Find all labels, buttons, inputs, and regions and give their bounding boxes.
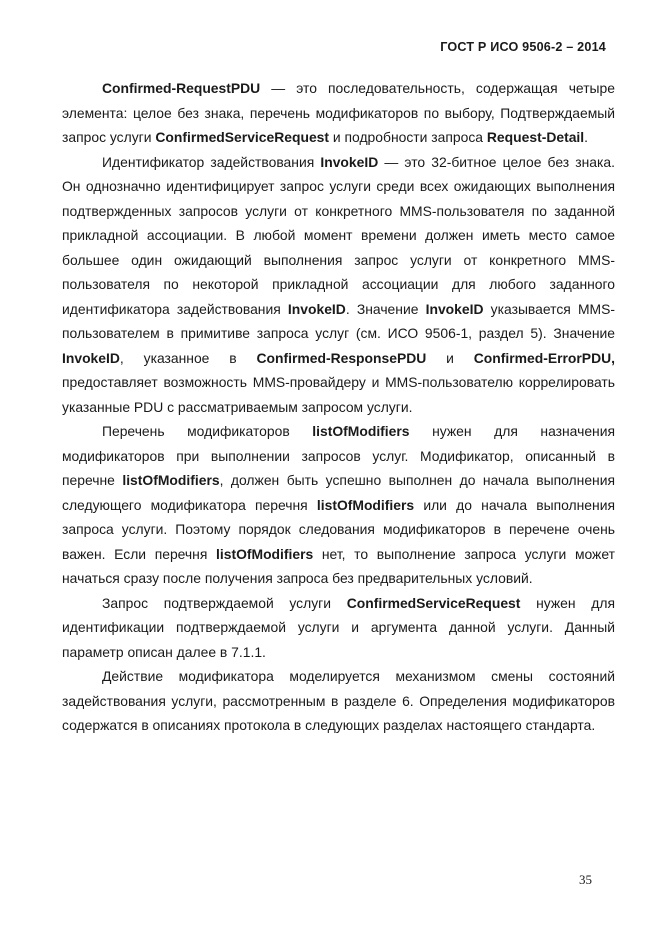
bold-term: Confirmed-RequestPDU	[102, 80, 261, 96]
text-run: и	[426, 349, 474, 366]
bold-term: Confirmed-ErrorPDU,	[473, 349, 615, 366]
text-run: , должен быть успешно выполнен до начала выполнения следующего модификатора перечня	[62, 472, 615, 513]
text-run: . Значение	[345, 300, 426, 317]
bold-term: listOfModifiers	[216, 545, 314, 562]
paragraph-confirmed-service-request	[62, 591, 615, 665]
text-run: и подробности запроса	[329, 129, 487, 145]
bold-term: Confirmed-ResponsePDU	[256, 349, 427, 366]
bold-term: ConfirmedServiceRequest	[155, 129, 330, 145]
paragraph-invoke-id	[62, 150, 615, 420]
document-body	[62, 76, 615, 738]
bold-term: InvokeID	[287, 300, 346, 317]
text-run: нет, то выполнение запроса услуги может начаться сразу после получения запроса без предварительных условий.	[62, 545, 615, 586]
document-header: ГОСТ Р ИСО 9506-2 – 2014	[440, 40, 606, 54]
bold-term: listOfModifiers	[122, 472, 220, 488]
bold-term: InvokeID	[320, 153, 379, 170]
bold-term: InvokeID	[425, 300, 484, 317]
text-run: Идентификатор задействования	[102, 153, 321, 170]
text-run: .	[584, 129, 589, 145]
text-run: Действие модификатора моделируется механизмом смены состояний задействования услуги, рассмотренным в разделе 6. Определения модификаторов содержатся в описаниях протокола в следующих разделах настоящего стандарта.	[62, 668, 615, 733]
page-number: 35	[579, 872, 592, 887]
text-run: — это последовательность, содержащая четыре элемента: целое без знака, перечень модификаторов по выбору, Подтверждаемый запрос услуги	[62, 80, 615, 145]
bold-term: listOfModifiers	[312, 423, 410, 439]
text-run: нужен для назначения модификаторов при выполнении запросов услуг. Модификатор, описанный в перечне	[62, 423, 616, 488]
paragraph-list-of-modifiers	[62, 419, 615, 591]
text-run: , указанное в	[119, 349, 257, 366]
paragraph-confirmed-request-pdu	[62, 76, 615, 150]
text-run: Запрос подтверждаемой услуги	[102, 594, 347, 611]
text-run: Перечень модификаторов	[102, 423, 313, 439]
bold-term: InvokeID	[62, 349, 120, 366]
bold-term: listOfModifiers	[316, 496, 415, 513]
paragraph-modifier-action	[62, 664, 615, 738]
text-run: или до начала выполнения запроса услуги. Поэтому порядок следования модификаторов в перечене очень важен. Если перечня	[62, 496, 615, 562]
text-run: — это 32-битное целое без знака. Он однозначно идентифицирует запрос услуги среди всех ожидающих выполнения подтвержденных запросов услуги от конкретного MMS-пользователя по заданной прикладной ассоциации. В любой момент времени должен иметь место самое большее один ожидающий выполнения запрос услуги от конкретного MMS-пользователя по некоторой прикладной ассоциации для любого заданного идентификатора задействования	[62, 153, 616, 317]
text-run: нужен для идентификации подтверждаемой услуги и аргумента данной услуги. Данный параметр описан далее в 7.1.1.	[62, 594, 615, 660]
text-run: указывается MMS-пользователем в примитиве запроса услуг (см. ИСО 9506-1, раздел 5). Значение	[62, 300, 615, 341]
bold-term: Request-Detail	[486, 129, 585, 145]
bold-term: ConfirmedServiceRequest	[346, 594, 521, 611]
text-run: предоставляет возможность MMS-провайдеру и MMS-пользователю коррелировать указанные PDU с рассматриваемым запросом услуги.	[62, 374, 615, 415]
